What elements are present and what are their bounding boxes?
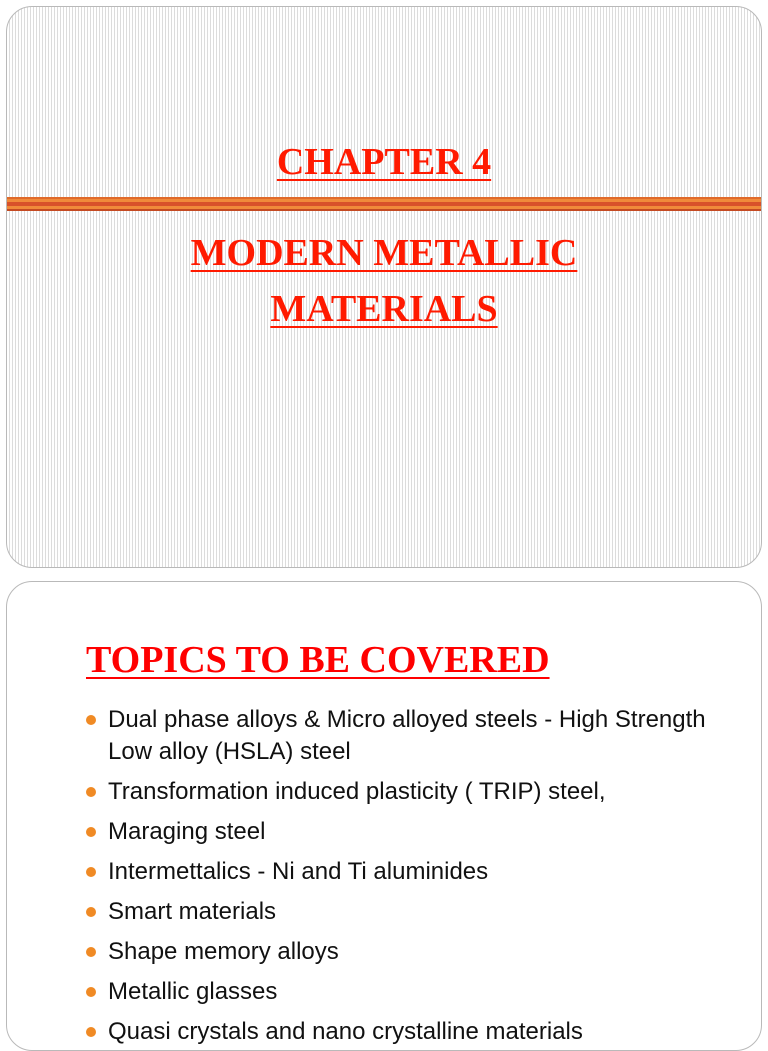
topic-item (86, 776, 736, 808)
bullet-dot-icon (86, 867, 96, 877)
bullet-dot-icon (86, 787, 96, 797)
topics-heading: TOPICS TO BE COVERED (86, 639, 550, 681)
topic-text: Intermettalics - Ni and Ti aluminides (108, 858, 489, 885)
slide-title-line-1: MODERN METALLIC (190, 232, 578, 274)
bullet-dot-icon (86, 987, 96, 997)
chapter-heading: CHAPTER 4 (276, 141, 492, 183)
topic-text: Transformation induced plasticity ( TRIP) steel, (108, 778, 606, 805)
topic-item (86, 704, 736, 768)
topics-slide (6, 581, 762, 1051)
topic-text: Shape memory alloys (108, 938, 339, 965)
topic-text: Smart materials (108, 898, 277, 925)
topic-item (86, 936, 736, 968)
slide-title (7, 225, 761, 337)
bullet-dot-icon (86, 1027, 96, 1037)
title-slide (6, 6, 762, 568)
title-divider-stripe (7, 202, 761, 206)
topic-item (86, 816, 736, 848)
topic-item (86, 976, 736, 1008)
topic-list (86, 704, 736, 1051)
topic-item (86, 1016, 736, 1048)
title-divider-band (7, 197, 761, 211)
topic-item (86, 856, 736, 888)
slide-title-line-2: MATERIALS (270, 288, 498, 330)
bullet-dot-icon (86, 827, 96, 837)
bullet-dot-icon (86, 715, 96, 725)
topic-text: Maraging steel (108, 818, 266, 845)
bullet-dot-icon (86, 907, 96, 917)
topic-text: Metallic glasses (108, 978, 278, 1005)
bullet-dot-icon (86, 947, 96, 957)
topic-item (86, 896, 736, 928)
topic-text: Quasi crystals and nano crystalline materials (108, 1018, 583, 1045)
topic-text: Dual phase alloys & Micro alloyed steels - High Strength Low alloy (HSLA) steel (108, 706, 706, 765)
